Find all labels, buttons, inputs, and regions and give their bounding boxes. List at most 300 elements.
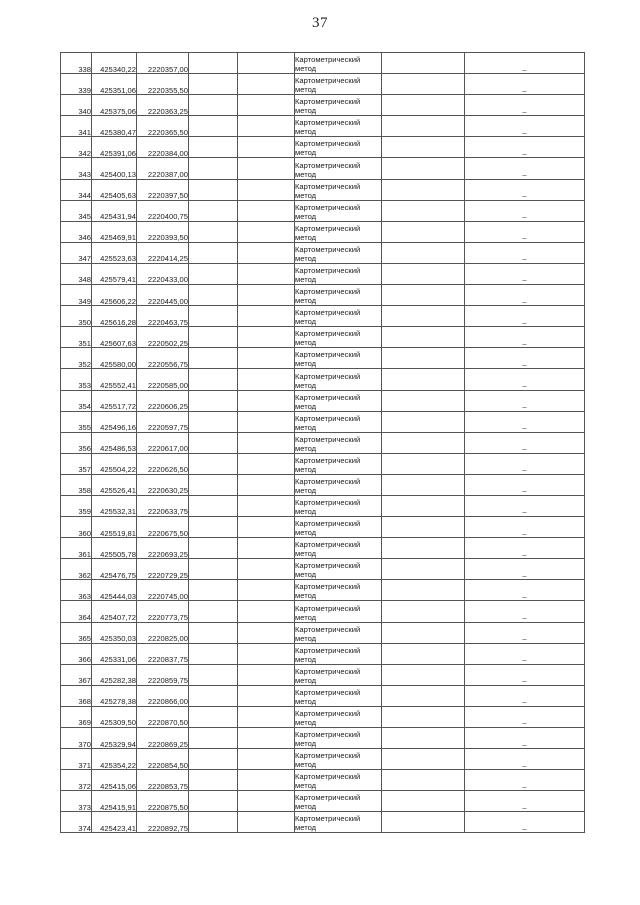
y-coordinate-cell: 2220502,25 xyxy=(137,327,189,348)
method-text-line2: метод xyxy=(295,675,317,685)
point-number-cell: 338 xyxy=(61,53,92,74)
method-cell xyxy=(295,411,382,432)
method-text-line1: Картометрический xyxy=(295,709,361,718)
point-number-cell: 353 xyxy=(61,369,92,390)
table-row xyxy=(61,559,585,580)
accuracy-cell: – xyxy=(465,791,585,812)
method-text-line1: Картометрический xyxy=(295,540,361,550)
y-coordinate-cell: 2220866,00 xyxy=(137,685,189,706)
y-coordinate-cell: 2220745,00 xyxy=(137,580,189,601)
point-number-cell: 348 xyxy=(61,263,92,284)
accuracy-cell: – xyxy=(465,200,585,221)
empty-cell xyxy=(382,348,465,369)
accuracy-cell: – xyxy=(465,622,585,643)
page-number: 37 xyxy=(312,15,328,31)
method-text-line1: Картометрический xyxy=(295,603,361,613)
method-text-line2: метод xyxy=(295,127,317,137)
empty-cell xyxy=(382,728,465,749)
empty-cell xyxy=(238,453,295,474)
table-row xyxy=(61,390,585,411)
empty-cell xyxy=(382,285,465,306)
accuracy-cell: – xyxy=(465,706,585,727)
x-coordinate-cell: 425519,81 xyxy=(92,517,137,538)
x-coordinate-cell: 425331,06 xyxy=(92,643,137,664)
empty-cell xyxy=(189,390,238,411)
accuracy-cell: – xyxy=(465,179,585,200)
method-text-line2: метод xyxy=(295,654,317,664)
method-text-line1: Картометрический xyxy=(295,519,361,529)
y-coordinate-cell: 2220870,50 xyxy=(137,706,189,727)
method-text-line2: метод xyxy=(295,275,317,285)
empty-cell xyxy=(238,495,295,516)
y-coordinate-cell: 2220597,75 xyxy=(137,411,189,432)
empty-cell xyxy=(189,158,238,179)
point-number-cell: 354 xyxy=(61,390,92,411)
x-coordinate-cell: 425532,31 xyxy=(92,495,137,516)
method-text-line2: метод xyxy=(295,211,317,221)
empty-cell xyxy=(382,791,465,812)
point-number-cell: 364 xyxy=(61,601,92,622)
method-cell xyxy=(295,369,382,390)
empty-cell xyxy=(382,116,465,137)
method-text-line2: метод xyxy=(295,823,317,833)
method-text-line2: метод xyxy=(295,802,317,812)
empty-cell xyxy=(382,53,465,74)
x-coordinate-cell: 425523,63 xyxy=(92,242,137,263)
empty-cell xyxy=(382,770,465,791)
table-row xyxy=(61,474,585,495)
empty-cell xyxy=(189,95,238,116)
empty-cell xyxy=(238,706,295,727)
accuracy-cell: – xyxy=(465,432,585,453)
table-row xyxy=(61,517,585,538)
empty-cell xyxy=(382,474,465,495)
method-text-line1: Картометрический xyxy=(295,751,361,761)
empty-cell xyxy=(189,791,238,812)
method-text-line2: метод xyxy=(295,443,317,453)
x-coordinate-cell: 425607,63 xyxy=(92,327,137,348)
method-cell xyxy=(295,390,382,411)
method-cell xyxy=(295,495,382,516)
method-cell xyxy=(295,53,382,74)
method-text-line2: метод xyxy=(295,296,317,306)
empty-cell xyxy=(189,53,238,74)
method-cell xyxy=(295,242,382,263)
empty-cell xyxy=(238,327,295,348)
method-cell xyxy=(295,432,382,453)
method-text-line1: Картометрический xyxy=(295,97,361,107)
empty-cell xyxy=(238,221,295,242)
point-number-cell: 347 xyxy=(61,242,92,263)
x-coordinate-cell: 425351,06 xyxy=(92,74,137,95)
table-row xyxy=(61,622,585,643)
empty-cell xyxy=(189,559,238,580)
empty-cell xyxy=(189,432,238,453)
empty-cell xyxy=(238,179,295,200)
point-number-cell: 369 xyxy=(61,706,92,727)
empty-cell xyxy=(382,453,465,474)
table-row xyxy=(61,580,585,601)
y-coordinate-cell: 2220556,75 xyxy=(137,348,189,369)
method-text-line2: метод xyxy=(295,696,317,706)
empty-cell xyxy=(382,580,465,601)
method-text-line2: метод xyxy=(295,380,317,390)
table-row xyxy=(61,538,585,559)
table-row xyxy=(61,685,585,706)
empty-cell xyxy=(189,517,238,538)
x-coordinate-cell: 425415,91 xyxy=(92,791,137,812)
method-cell xyxy=(295,685,382,706)
accuracy-cell: – xyxy=(465,664,585,685)
empty-cell xyxy=(382,200,465,221)
method-text-line1: Картометрический xyxy=(295,118,361,128)
coordinates-table xyxy=(60,52,585,833)
x-coordinate-cell: 425496,16 xyxy=(92,411,137,432)
empty-cell xyxy=(382,158,465,179)
x-coordinate-cell: 425552,41 xyxy=(92,369,137,390)
empty-cell xyxy=(238,200,295,221)
method-text-line1: Картометрический xyxy=(295,561,361,571)
table-row xyxy=(61,643,585,664)
empty-cell xyxy=(189,263,238,284)
table-row xyxy=(61,728,585,749)
empty-cell xyxy=(189,348,238,369)
y-coordinate-cell: 2220357,00 xyxy=(137,53,189,74)
y-coordinate-cell: 2220606,25 xyxy=(137,390,189,411)
method-cell xyxy=(295,221,382,242)
empty-cell xyxy=(238,432,295,453)
method-cell xyxy=(295,580,382,601)
accuracy-cell: – xyxy=(465,643,585,664)
empty-cell xyxy=(189,116,238,137)
empty-cell xyxy=(189,749,238,770)
x-coordinate-cell: 425415,06 xyxy=(92,770,137,791)
empty-cell xyxy=(238,812,295,833)
empty-cell xyxy=(238,95,295,116)
method-text-line1: Картометрический xyxy=(295,139,361,149)
table-row xyxy=(61,74,585,95)
accuracy-cell: – xyxy=(465,728,585,749)
empty-cell xyxy=(238,158,295,179)
accuracy-cell: – xyxy=(465,285,585,306)
x-coordinate-cell: 425517,72 xyxy=(92,390,137,411)
table-row xyxy=(61,263,585,284)
empty-cell xyxy=(189,221,238,242)
x-coordinate-cell: 425423,41 xyxy=(92,812,137,833)
method-cell xyxy=(295,306,382,327)
method-cell xyxy=(295,517,382,538)
method-cell xyxy=(295,116,382,137)
empty-cell xyxy=(238,559,295,580)
empty-cell xyxy=(189,664,238,685)
method-text-line1: Картометрический xyxy=(295,730,361,740)
empty-cell xyxy=(238,285,295,306)
empty-cell xyxy=(238,411,295,432)
method-cell xyxy=(295,327,382,348)
table-row xyxy=(61,95,585,116)
empty-cell xyxy=(189,369,238,390)
y-coordinate-cell: 2220397,50 xyxy=(137,179,189,200)
method-text-line2: метод xyxy=(295,464,317,474)
method-cell xyxy=(295,137,382,158)
empty-cell xyxy=(382,390,465,411)
x-coordinate-cell: 425375,06 xyxy=(92,95,137,116)
empty-cell xyxy=(238,306,295,327)
empty-cell xyxy=(238,137,295,158)
y-coordinate-cell: 2220859,75 xyxy=(137,664,189,685)
empty-cell xyxy=(189,601,238,622)
empty-cell xyxy=(189,812,238,833)
point-number-cell: 346 xyxy=(61,221,92,242)
method-text-line1: Картометрический xyxy=(295,308,361,318)
empty-cell xyxy=(238,517,295,538)
y-coordinate-cell: 2220384,00 xyxy=(137,137,189,158)
method-text-line1: Картометрический xyxy=(295,350,361,360)
y-coordinate-cell: 2220773,75 xyxy=(137,601,189,622)
method-text-line2: метод xyxy=(295,718,317,727)
method-text-line1: Картометрический xyxy=(295,244,361,254)
accuracy-cell: – xyxy=(465,453,585,474)
y-coordinate-cell: 2220363,25 xyxy=(137,95,189,116)
method-text-line1: Картометрический xyxy=(295,329,361,339)
point-number-cell: 340 xyxy=(61,95,92,116)
y-coordinate-cell: 2220617,00 xyxy=(137,432,189,453)
empty-cell xyxy=(238,643,295,664)
method-text-line2: метод xyxy=(295,232,317,242)
empty-cell xyxy=(238,390,295,411)
y-coordinate-cell: 2220854,50 xyxy=(137,749,189,770)
empty-cell xyxy=(189,179,238,200)
method-text-line1: Картометрический xyxy=(295,645,361,655)
table-row xyxy=(61,221,585,242)
accuracy-cell: – xyxy=(465,580,585,601)
x-coordinate-cell: 425354,22 xyxy=(92,749,137,770)
method-text-line1: Картометрический xyxy=(295,287,361,297)
accuracy-cell: – xyxy=(465,390,585,411)
method-text-line1: Картометрический xyxy=(295,371,361,381)
empty-cell xyxy=(238,263,295,284)
point-number-cell: 361 xyxy=(61,538,92,559)
empty-cell xyxy=(382,263,465,284)
empty-cell xyxy=(382,538,465,559)
x-coordinate-cell: 425278,38 xyxy=(92,685,137,706)
y-coordinate-cell: 2220626,50 xyxy=(137,453,189,474)
method-text-line2: метод xyxy=(295,359,317,369)
empty-cell xyxy=(382,74,465,95)
empty-cell xyxy=(238,348,295,369)
method-text-line1: Картометрический xyxy=(295,181,361,191)
accuracy-cell: – xyxy=(465,306,585,327)
x-coordinate-cell: 425405,63 xyxy=(92,179,137,200)
x-coordinate-cell: 425350,03 xyxy=(92,622,137,643)
method-cell xyxy=(295,706,382,727)
table-row xyxy=(61,411,585,432)
empty-cell xyxy=(189,538,238,559)
accuracy-cell: – xyxy=(465,53,585,74)
x-coordinate-cell: 425444,03 xyxy=(92,580,137,601)
empty-cell xyxy=(382,369,465,390)
x-coordinate-cell: 425579,41 xyxy=(92,263,137,284)
method-cell xyxy=(295,538,382,559)
empty-cell xyxy=(382,622,465,643)
empty-cell xyxy=(189,137,238,158)
method-text-line2: метод xyxy=(295,781,317,791)
method-text-line1: Картометрический xyxy=(295,814,361,824)
accuracy-cell: – xyxy=(465,812,585,833)
method-text-line1: Картометрический xyxy=(295,582,361,592)
method-cell xyxy=(295,601,382,622)
x-coordinate-cell: 425504,22 xyxy=(92,453,137,474)
y-coordinate-cell: 2220445,00 xyxy=(137,285,189,306)
table-row xyxy=(61,369,585,390)
point-number-cell: 352 xyxy=(61,348,92,369)
method-text-line1: Картометрический xyxy=(295,76,361,86)
method-text-line2: метод xyxy=(295,148,317,158)
method-cell xyxy=(295,453,382,474)
empty-cell xyxy=(382,137,465,158)
accuracy-cell: – xyxy=(465,474,585,495)
method-text-line2: метод xyxy=(295,169,317,179)
method-cell xyxy=(295,791,382,812)
table-row xyxy=(61,770,585,791)
table-row xyxy=(61,348,585,369)
table-row xyxy=(61,242,585,263)
x-coordinate-cell: 425505,78 xyxy=(92,538,137,559)
accuracy-cell: – xyxy=(465,559,585,580)
y-coordinate-cell: 2220892,75 xyxy=(137,812,189,833)
method-text-line2: метод xyxy=(295,739,317,749)
table-row xyxy=(61,812,585,833)
y-coordinate-cell: 2220630,25 xyxy=(137,474,189,495)
x-coordinate-cell: 425431,94 xyxy=(92,200,137,221)
accuracy-cell: – xyxy=(465,116,585,137)
empty-cell xyxy=(382,221,465,242)
empty-cell xyxy=(189,622,238,643)
empty-cell xyxy=(382,601,465,622)
method-text-line1: Картометрический xyxy=(295,793,361,803)
y-coordinate-cell: 2220365,50 xyxy=(137,116,189,137)
accuracy-cell: – xyxy=(465,770,585,791)
point-number-cell: 360 xyxy=(61,517,92,538)
method-cell xyxy=(295,263,382,284)
x-coordinate-cell: 425380,47 xyxy=(92,116,137,137)
accuracy-cell: – xyxy=(465,749,585,770)
y-coordinate-cell: 2220693,25 xyxy=(137,538,189,559)
method-cell xyxy=(295,95,382,116)
y-coordinate-cell: 2220414,25 xyxy=(137,242,189,263)
y-coordinate-cell: 2220675,50 xyxy=(137,517,189,538)
y-coordinate-cell: 2220837,75 xyxy=(137,643,189,664)
method-text-line2: метод xyxy=(295,106,317,116)
point-number-cell: 349 xyxy=(61,285,92,306)
empty-cell xyxy=(238,685,295,706)
accuracy-cell: – xyxy=(465,95,585,116)
table-row xyxy=(61,432,585,453)
x-coordinate-cell: 425606,22 xyxy=(92,285,137,306)
accuracy-cell: – xyxy=(465,685,585,706)
table-row xyxy=(61,706,585,727)
accuracy-cell: – xyxy=(465,74,585,95)
empty-cell xyxy=(238,791,295,812)
x-coordinate-cell: 425526,41 xyxy=(92,474,137,495)
empty-cell xyxy=(382,495,465,516)
empty-cell xyxy=(382,749,465,770)
table-row xyxy=(61,749,585,770)
empty-cell xyxy=(189,706,238,727)
table-row xyxy=(61,116,585,137)
method-text-line1: Картометрический xyxy=(295,687,361,697)
method-text-line1: Картометрический xyxy=(295,476,361,486)
table-row xyxy=(61,158,585,179)
empty-cell xyxy=(382,306,465,327)
method-text-line2: метод xyxy=(295,190,317,200)
empty-cell xyxy=(238,242,295,263)
accuracy-cell: – xyxy=(465,517,585,538)
table-row xyxy=(61,306,585,327)
method-text-line2: метод xyxy=(295,528,317,538)
method-text-line2: метод xyxy=(295,549,317,559)
empty-cell xyxy=(189,327,238,348)
empty-cell xyxy=(382,432,465,453)
method-text-line2: метод xyxy=(295,507,317,517)
method-text-line2: метод xyxy=(295,485,317,495)
empty-cell xyxy=(382,411,465,432)
empty-cell xyxy=(189,580,238,601)
empty-cell xyxy=(238,474,295,495)
y-coordinate-cell: 2220633,75 xyxy=(137,495,189,516)
x-coordinate-cell: 425580,00 xyxy=(92,348,137,369)
method-cell xyxy=(295,643,382,664)
y-coordinate-cell: 2220387,00 xyxy=(137,158,189,179)
point-number-cell: 341 xyxy=(61,116,92,137)
table-row xyxy=(61,664,585,685)
empty-cell xyxy=(189,495,238,516)
empty-cell xyxy=(238,728,295,749)
empty-cell xyxy=(238,116,295,137)
empty-cell xyxy=(189,411,238,432)
point-number-cell: 356 xyxy=(61,432,92,453)
y-coordinate-cell: 2220393,50 xyxy=(137,221,189,242)
method-text-line2: метод xyxy=(295,422,317,432)
x-coordinate-cell: 425486,53 xyxy=(92,432,137,453)
method-text-line1: Картометрический xyxy=(295,666,361,676)
method-text-line2: метод xyxy=(295,401,317,411)
method-cell xyxy=(295,74,382,95)
empty-cell xyxy=(382,706,465,727)
accuracy-cell: – xyxy=(465,538,585,559)
point-number-cell: 339 xyxy=(61,74,92,95)
empty-cell xyxy=(189,242,238,263)
empty-cell xyxy=(238,53,295,74)
empty-cell xyxy=(189,285,238,306)
accuracy-cell: – xyxy=(465,263,585,284)
table-row xyxy=(61,179,585,200)
coordinates-table-body xyxy=(61,53,585,833)
point-number-cell: 363 xyxy=(61,580,92,601)
empty-cell xyxy=(382,179,465,200)
method-text-line1: Картометрический xyxy=(295,202,361,212)
method-text-line1: Картометрический xyxy=(295,55,361,65)
method-text-line1: Картометрический xyxy=(295,772,361,782)
method-text-line1: Картометрический xyxy=(295,498,361,508)
point-number-cell: 368 xyxy=(61,685,92,706)
method-text-line2: метод xyxy=(295,591,317,601)
empty-cell xyxy=(189,453,238,474)
empty-cell xyxy=(382,643,465,664)
method-text-line2: метод xyxy=(295,612,317,622)
x-coordinate-cell: 425309,50 xyxy=(92,706,137,727)
method-text-line1: Картометрический xyxy=(295,434,361,444)
